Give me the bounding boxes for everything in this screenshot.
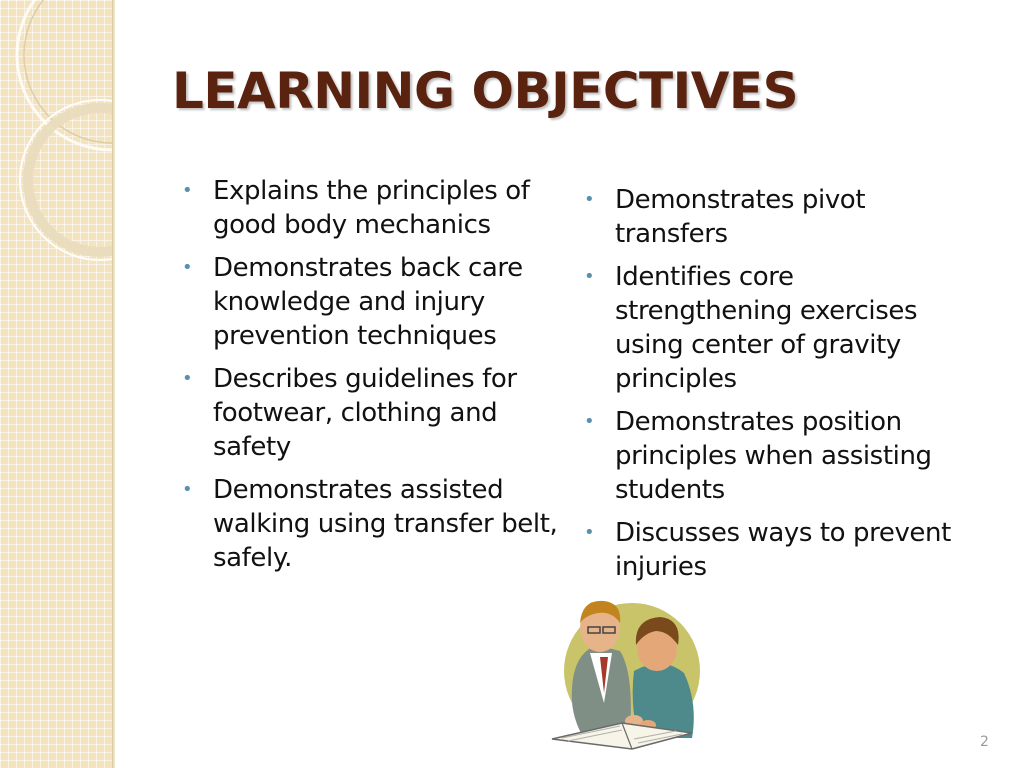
- bullet-icon: •: [584, 266, 595, 287]
- bullet-icon: •: [182, 368, 193, 389]
- list-item: [582, 516, 974, 584]
- list-item: [180, 473, 560, 575]
- objective-text: Demonstrates position principles when assisting students: [615, 407, 932, 505]
- list-item: [582, 183, 974, 251]
- bullet-icon: •: [182, 180, 193, 201]
- objective-text: Demonstrates assisted walking using transfer belt, safely.: [213, 475, 558, 573]
- list-item: [180, 251, 560, 353]
- sidebar-circles-decoration: [0, 0, 112, 768]
- left-objectives-list: [180, 174, 560, 584]
- decorative-sidebar: [0, 0, 112, 768]
- objective-text: Explains the principles of good body mechanics: [213, 176, 530, 240]
- bullet-icon: •: [182, 479, 193, 500]
- list-item: [180, 362, 560, 464]
- slide-title: LEARNING OBJECTIVES: [172, 62, 799, 120]
- list-item: [180, 174, 560, 242]
- objective-text: Identifies core strengthening exercises using center of gravity principles: [615, 262, 918, 394]
- list-item: [582, 405, 974, 507]
- objective-text: Discusses ways to prevent injuries: [615, 518, 951, 582]
- objective-text: Describes guidelines for footwear, clothing and safety: [213, 364, 517, 462]
- sidebar-edge: [112, 0, 115, 768]
- bullet-icon: •: [584, 411, 595, 432]
- objective-text: Demonstrates pivot transfers: [615, 185, 866, 249]
- right-objectives-list: [582, 183, 974, 593]
- page-number: 2: [980, 734, 989, 750]
- bullet-icon: •: [584, 522, 595, 543]
- bullet-icon: •: [182, 257, 193, 278]
- objective-text: Demonstrates back care knowledge and injury prevention techniques: [213, 253, 523, 351]
- two-people-reading-book-icon: [542, 593, 712, 753]
- list-item: [582, 260, 974, 396]
- bullet-icon: •: [584, 189, 595, 210]
